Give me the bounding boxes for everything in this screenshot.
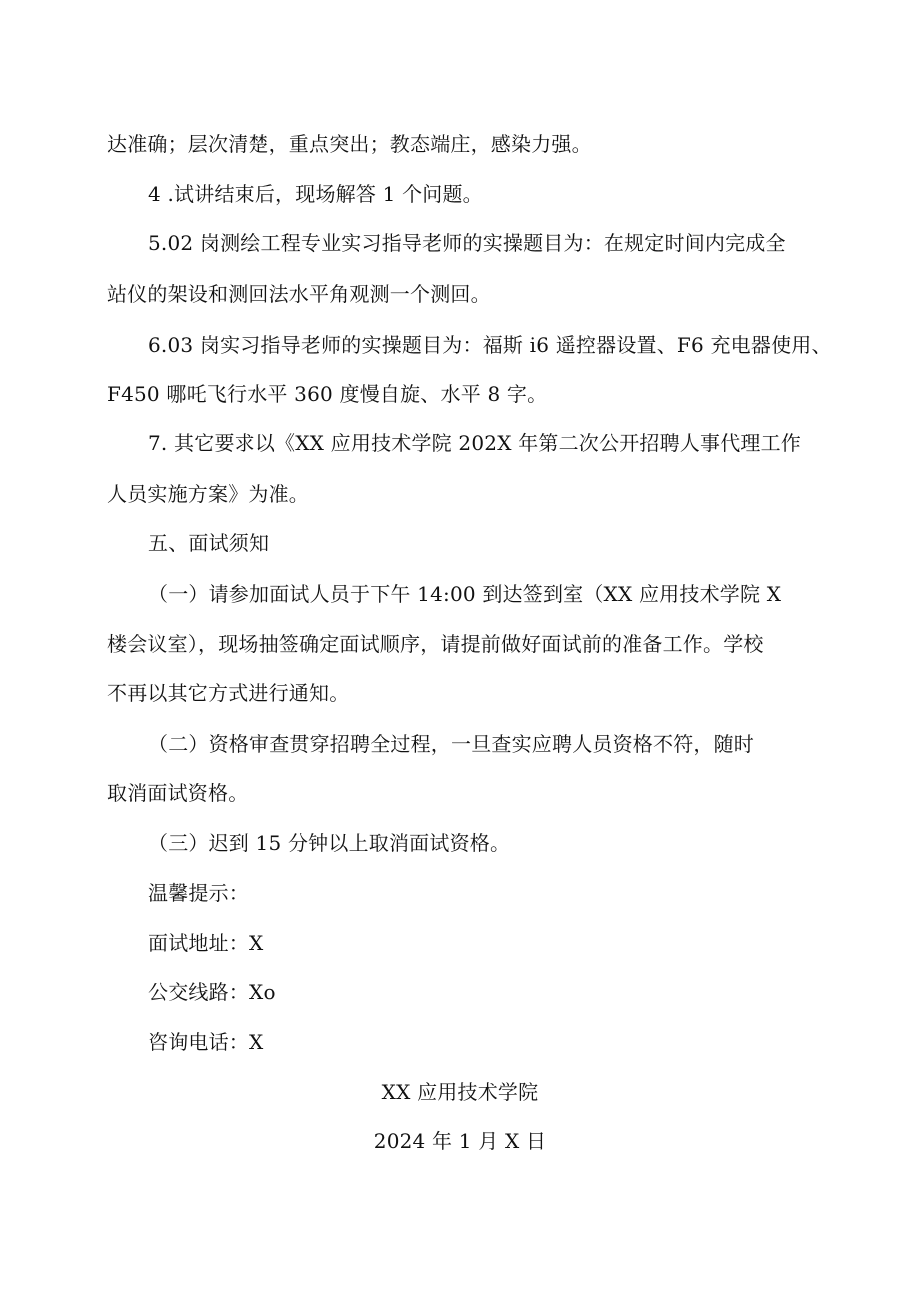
paragraph-line: F450 哪吒飞行水平 360 度慢自旋、水平 8 字。 bbox=[107, 382, 548, 406]
paragraph-item-6: 6.03 岗实习指导老师的实操题目为：福斯 i6 遥控器设置、F6 充电器使用、 bbox=[148, 333, 832, 357]
signature-institution: XX 应用技术学院 bbox=[381, 1080, 539, 1104]
paragraph-line: 达准确；层次清楚，重点突出；教态端庄，感染力强。 bbox=[107, 132, 592, 156]
section-heading: 五、面试须知 bbox=[148, 531, 270, 555]
signature-date: 2024 年 1 月 X 日 bbox=[373, 1129, 547, 1153]
paragraph-item-7: 7. 其它要求以《XX 应用技术学院 202X 年第二次公开招聘人事代理工作 bbox=[148, 431, 801, 455]
paragraph-line: 人员实施方案》为准。 bbox=[107, 482, 309, 506]
paragraph-line: 不再以其它方式进行通知。 bbox=[107, 681, 350, 705]
paragraph-item-5: 5.02 岗测绘工程专业实习指导老师的实操题目为：在规定时间内完成全 bbox=[148, 231, 786, 255]
paragraph-line: 取消面试资格。 bbox=[107, 781, 249, 805]
notice-item-1: （一）请参加面试人员于下午 14:00 到达签到室（XX 应用技术学院 X bbox=[148, 582, 782, 606]
contact-phone: 咨询电话：X bbox=[148, 1030, 264, 1054]
bus-route: 公交线路：Xo bbox=[148, 980, 276, 1004]
paragraph-line: 站仪的架设和测回法水平角观测一个测回。 bbox=[107, 282, 491, 306]
interview-address: 面试地址：X bbox=[148, 931, 264, 955]
paragraph-item-4: 4 .试讲结束后，现场解答 1 个问题。 bbox=[148, 182, 483, 206]
notice-item-2: （二）资格审查贯穿招聘全过程，一旦查实应聘人员资格不符，随时 bbox=[148, 732, 754, 756]
tips-heading: 温馨提示： bbox=[148, 881, 249, 905]
notice-item-3: （三）迟到 15 分钟以上取消面试资格。 bbox=[148, 831, 511, 855]
paragraph-line: 楼会议室），现场抽签确定面试顺序，请提前做好面试前的准备工作。学校 bbox=[107, 632, 764, 656]
